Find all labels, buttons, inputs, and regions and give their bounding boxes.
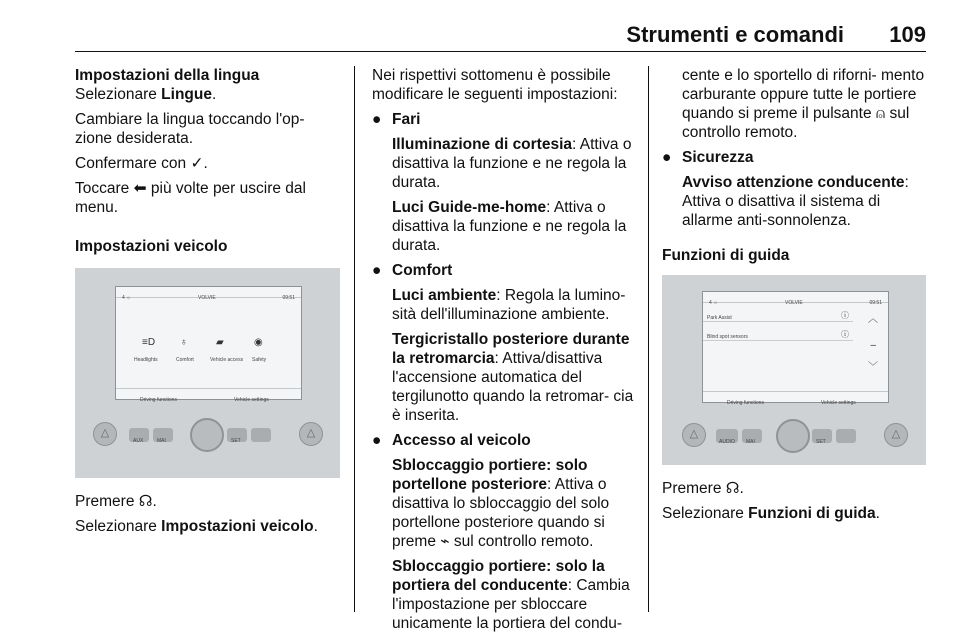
item-driver-attention: Avviso attenzione conducente: Attiva o disattiva il sistema di allarme anti-sonnolenza. (682, 174, 909, 229)
lang-step-3: Confermare con ✓. (75, 155, 208, 172)
bullet-safety: ● Sicurezza (662, 149, 754, 166)
column-2 (372, 66, 637, 639)
vehicle-access-icon: ▰ (216, 337, 224, 348)
info-icon-2: ⓘ (841, 330, 849, 339)
column-1 (75, 66, 340, 542)
scroll-dash-icon: – (870, 340, 876, 351)
header-rule (75, 51, 926, 52)
aux-key: AUX (129, 428, 149, 442)
bullet-vehicle-access: ● Accesso al veicolo (372, 432, 531, 449)
item-driver-door-unlock: Sbloccaggio portiere: solo la portiera del conducente: Cambia l'impostazione per sbloccare unicamente la portiera del condu- (392, 558, 630, 632)
column-divider-2 (648, 66, 649, 612)
headlights-icon: ≡D (142, 337, 156, 348)
column-3 (662, 66, 926, 529)
volume-knob-2 (776, 419, 810, 453)
item-rear-wiper: Tergicristallo posteriore durante la retromarcia: Attiva/disattiva l'accensione automatica del tergilunotto quando la retromar- cia è inserita. (392, 331, 634, 424)
driving-step-1: Premere ☊. (662, 480, 744, 497)
back-arrow-icon: ⬅ (133, 180, 147, 197)
set-key: SET (227, 428, 247, 442)
driving-functions-photo (662, 275, 926, 465)
page-header (75, 22, 926, 52)
home-icon: ☊ (138, 493, 153, 510)
vehicle-step-1: Premere ☊. (75, 493, 157, 510)
item-tailgate-unlock: Sbloccaggio portiere: solo portellone posteriore: Attiva o disattiva lo sbloccaggio del solo portellone posteriore quando si preme ⌁ sul controllo remoto. (392, 457, 610, 550)
header-title: Strumenti e comandi (626, 22, 844, 47)
volume-knob (190, 418, 224, 452)
checkmark-icon: ✓ (190, 155, 204, 172)
item-ambient-light: Luci ambiente: Regola la lumino- sità dell'illuminazione ambiente. (392, 287, 626, 323)
lang-heading: Impostazioni della lingua (75, 67, 260, 84)
menu-key-2 (836, 429, 856, 443)
bullet-headlights: ● Fari (372, 111, 421, 128)
hazard-button-icon-4: △ (884, 423, 908, 447)
info-icon: ⓘ (841, 311, 849, 320)
vehicle-step-2: Selezionare Impostazioni veicolo. (75, 518, 318, 535)
hazard-button-icon-right: △ (299, 422, 323, 446)
bullet-comfort: ● Comfort (372, 262, 453, 279)
submenu-intro: Nei rispettivi sottomenu è possibile modificare le seguenti impostazioni: (372, 67, 618, 103)
item-guide-me-home: Luci Guide-me-home: Attiva o disattiva la funzione e ne regola la durata. (392, 199, 627, 254)
chevron-up-icon: ︿ (868, 314, 878, 325)
menu-key (251, 428, 271, 442)
chevron-down-icon: ﹀ (868, 362, 878, 373)
set-key-2: SET (812, 429, 832, 443)
lang-step-1: Selezionare Lingue. (75, 86, 217, 103)
audio-key: AUDIO (716, 429, 738, 443)
mai-key-2: MAI (742, 429, 762, 443)
vehicle-settings-heading: Impostazioni veicolo (75, 238, 228, 255)
comfort-icon: ♁ (180, 337, 188, 348)
lang-step-4: Toccare ⬅ più volte per uscire dal menu. (75, 180, 306, 216)
column-divider-1 (354, 66, 355, 612)
safety-icon: ◉ (254, 337, 263, 348)
item-courtesy-light: Illuminazione di cortesia: Attiva o disattiva la funzione e ne regola la durata. (392, 136, 632, 191)
infotainment-screen-2: 4 ☼ VOLVIE 09:51 Park Assist ⓘ Blind spot sensors ⓘ ︿ – ﹀ Driving functions Vehicle settings (702, 291, 889, 403)
page-number: 109 (889, 22, 926, 47)
item-driver-door-cont: cente e lo sportello di riforni- mento carburante oppure tutte le portiere quando si preme il pulsante ⍝ sul controllo remoto. (682, 67, 925, 141)
infotainment-screen: 4 ☼ VOLVIE 09:51 ≡D ♁ ▰ ◉ Headlights Comfort Vehicle access Safety Driving functions Vehicle settings (115, 286, 302, 400)
mai-key: MAI (153, 428, 173, 442)
hazard-button-icon-3: △ (682, 423, 706, 447)
home-icon-2: ☊ (725, 480, 740, 497)
lang-step-2: Cambiare la lingua toccando l'op- zione desiderata. (75, 111, 305, 147)
driving-step-2: Selezionare Funzioni di guida. (662, 505, 880, 522)
hazard-button-icon: △ (93, 422, 117, 446)
vehicle-settings-photo (75, 268, 340, 478)
driving-functions-heading: Funzioni di guida (662, 247, 790, 264)
